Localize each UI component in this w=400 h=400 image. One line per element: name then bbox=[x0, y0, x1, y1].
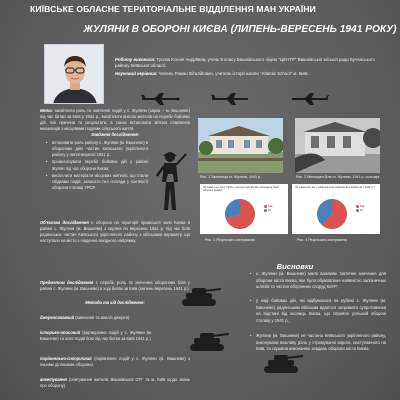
method-label: анкетування bbox=[40, 377, 67, 382]
method-label: історико-описовий bbox=[40, 330, 81, 335]
figure-caption: Рис. 1 Залізниця ст. Жуляни, 1941 р. bbox=[200, 175, 261, 179]
station-photo-image bbox=[198, 118, 283, 173]
author-info bbox=[115, 57, 385, 70]
object-section bbox=[40, 220, 190, 245]
subject-section bbox=[40, 280, 190, 292]
survey-chart bbox=[292, 184, 380, 234]
task-item: • висвітлити матеріали місцевих жителів, що стали свідками подій, записати їхні спогади у контексті оборони столиці УРСР. bbox=[48, 173, 148, 191]
soldier-icon bbox=[151, 150, 189, 212]
methods-title-text: Методи та хід дослідження: bbox=[85, 300, 145, 305]
figure-caption: Рис. 2 Меморіал біля ст. Жуляни, 1941 р. сьогодні bbox=[296, 175, 380, 179]
author-photo bbox=[44, 44, 104, 104]
organization-header: КИЇВСЬКЕ ОБЛАСНЕ ТЕРИТОРІАЛЬНЕ ВІДДІЛЕННЯ МАН УКРАЇНИ bbox=[30, 4, 316, 14]
chart-question: Чи знаєте ви, що у 1941 р. на території Жулян проходила лінія оборони Києва? bbox=[203, 186, 279, 193]
plane-icon bbox=[210, 92, 250, 106]
subject-text: є перебіг, роль та значення оборонних боїв у районі с. Жуляни (м. Вишневе) в ході битви за Київ (липень-вересень 1941 р.). bbox=[40, 280, 190, 292]
legend-swatch bbox=[264, 209, 267, 212]
figure-caption: Рис. 3 Результати опитування bbox=[205, 238, 255, 242]
advisor-info bbox=[115, 71, 385, 77]
tank-icon bbox=[188, 330, 230, 352]
tasks-title-text: Завдання дослідження: bbox=[90, 132, 140, 137]
method-item bbox=[40, 330, 152, 342]
pie-chart bbox=[312, 194, 352, 234]
author-text: Гусєва Ксенія Андріївна, учень 9 класу Вишнівського ліцею "ЦЕНТР" Вишнівської міської ради Бучанського району Київської області. bbox=[115, 57, 376, 69]
method-text: (опитування жителів Вишнівської ОТГ та м. Київ щодо знань про оборону) bbox=[40, 377, 191, 389]
legend-item bbox=[264, 208, 272, 212]
task-item: • встановити роль району с. Жуляни (м. Вишневе) в оборонних діях частин Київського укріпленого району у липні-вересні 1941 р.; bbox=[48, 140, 148, 158]
method-item bbox=[40, 315, 190, 321]
conclusion-item: • Жуляни (м. Вишневе) не частина Київського укріпленого району, виконували важливу роль у стримуванні ворога, наступаючого на Київ, та сприяли виконанню завдань оборони міста Києва. bbox=[250, 333, 386, 353]
method-item bbox=[40, 356, 190, 368]
legend-label: Ні bbox=[268, 208, 271, 212]
pie-chart bbox=[220, 194, 260, 234]
tank-icon bbox=[262, 352, 304, 374]
method-label: джерелознавчий bbox=[40, 315, 75, 320]
author-portrait-icon bbox=[45, 45, 104, 104]
survey-chart bbox=[200, 184, 288, 234]
object-text: є оборона на території приміської зони Києва в районі с. Жуляни (м. Вишневе) з серпня по вересень 1941 р. під час боїв радянських частин Київського укріпленого району з військами вермахту, що наступали на місто з південно-західного напрямку. bbox=[40, 220, 191, 244]
conclusion-item: • с. Жуляни (м. Вишневе) мало важливе тактичне значення для оборони міста Києва, яке було обумовлене наявністю залізничних шляхів та частин оборонних споруд КиУР; bbox=[250, 271, 386, 291]
advisor-label: Науковий керівник: bbox=[115, 71, 158, 76]
legend-label: Так bbox=[360, 204, 365, 208]
advisor-text: Чепель Роман Віталійович, учитель історії школи "Atlantic School" м. Київ. bbox=[158, 71, 309, 76]
tasks-title bbox=[40, 132, 190, 138]
chart-legend bbox=[264, 204, 272, 212]
chart-question: Чи знаєте ви, що у районі Жулян відбувалися бойові дії у 1941 р.? bbox=[295, 186, 375, 189]
station-photo bbox=[198, 118, 283, 173]
method-text: (порівняння подій у с. Жуляни (м. Вишневе) з іншими ділянками оборони) bbox=[40, 356, 191, 368]
methods-title bbox=[40, 300, 190, 306]
legend-label: Ні bbox=[360, 208, 363, 212]
goal-label: Мета: bbox=[40, 108, 53, 113]
goal-section bbox=[40, 108, 190, 133]
memorial-photo bbox=[295, 118, 380, 173]
legend-label: Так bbox=[268, 204, 273, 208]
tank-icon bbox=[180, 285, 222, 307]
method-item bbox=[40, 377, 190, 389]
plane-icon bbox=[140, 92, 180, 106]
figure-caption: Рис. 4 Результати опитування bbox=[297, 238, 347, 242]
method-text: (вивчення та аналіз джерел) bbox=[75, 315, 130, 320]
method-text: (відтворення подій у с. Жуляни (м. Вишневе) та опис подій бою під час битви за Київ 1941 р.) bbox=[40, 330, 152, 342]
conclusion-item: • у ході бойових дій, які відбувалися на рубежі с. Жуляни (м. Вишневе) радянським військам вдалося затримати супротивника на відстані від околиць Києва, що сприяло успішній обороні столиці у 1941 р.; bbox=[250, 298, 386, 324]
task-item: • проаналізувати перебіг бойових дій у районі Жулян під час оборони Києва; bbox=[48, 159, 148, 171]
memorial-photo-image bbox=[295, 118, 380, 173]
author-label: Роботу виконала: bbox=[115, 57, 156, 62]
goal-text: висвітлити роль та значення подій у с. Жуляни (зараз – м. Вишневе) під час битви за Київ у 1941 р., висвітлити внесок жителів на перебіг бойових дій, їхні причини та результати, а також встановити зв'язок ставлення мешканців з місцевими подіями сільського життя. bbox=[40, 108, 190, 132]
legend-item bbox=[356, 208, 364, 212]
chart-legend bbox=[356, 204, 364, 212]
method-label: порівняльно-історичний bbox=[40, 356, 92, 361]
conclusions-title: Висновки bbox=[276, 262, 314, 271]
poster-title: ЖУЛЯНИ В ОБОРОНІ КИЄВА (ЛИПЕНЬ-ВЕРЕСЕНЬ 1941 РОКУ) bbox=[83, 24, 397, 35]
legend-swatch bbox=[356, 209, 359, 212]
plane-icon bbox=[290, 92, 330, 106]
object-label: Об'єктом дослідження bbox=[40, 220, 89, 225]
subject-label: Предметом дослідження bbox=[40, 280, 94, 285]
tasks-list bbox=[40, 140, 148, 192]
